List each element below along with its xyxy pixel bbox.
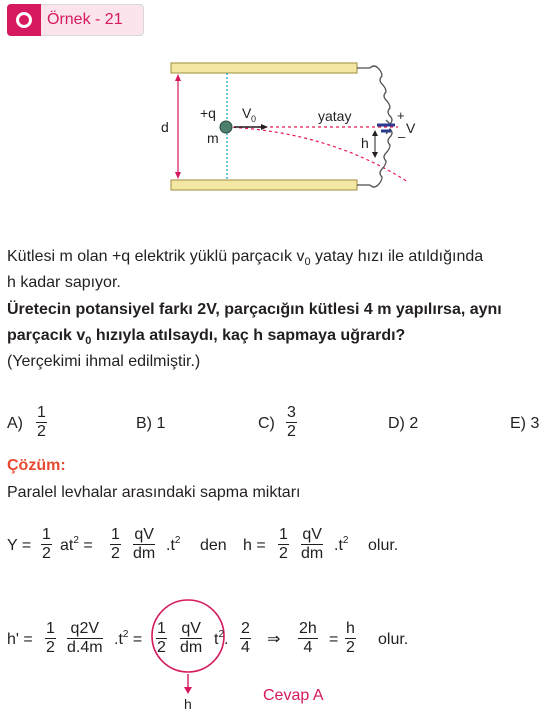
option-b: B) 1 [136, 415, 166, 432]
option-e: E) 3 [510, 415, 540, 432]
problem-line-1: Kütlesi m olan +q elektrik yüklü parçacık $v_0$ yatay hızı ile atıldığında [7, 248, 484, 268]
label-m: m [207, 130, 219, 146]
eq1-y: Y = [7, 537, 32, 554]
question-line-1: Üretecin potansiyel farkı 2V, parçacığın kütlesi 4 m yapılırsa, aynı [7, 301, 502, 318]
option-c-fraction: $\frac{3}{2}$ [287, 404, 296, 440]
eq2-arrow: ⇒ [267, 631, 281, 648]
eq1-half: $\frac{1}{2}$ [42, 526, 51, 562]
eq1-qv-dm-2: $\frac{qV}{dm}$ [301, 526, 324, 562]
eq2-olur: olur. [378, 631, 409, 648]
particle [220, 121, 232, 133]
eq2-q2v: $\frac{q2V}{d.4m}$ [67, 620, 103, 656]
label-plus: + [397, 108, 405, 123]
circle-down-arrow [180, 674, 196, 696]
eq2-two-fourths: $\frac{2}{4}$ [241, 620, 250, 656]
option-a-fraction: $\frac{1}{2}$ [37, 404, 46, 440]
eq2-t2: $.t^2$ = [114, 629, 143, 648]
problem-line-2: h kadar sapıyor. [7, 274, 121, 291]
eq2-equals: = [329, 631, 339, 648]
eq1-den: den [200, 537, 227, 554]
option-c-label: C) [258, 415, 275, 432]
eq1-qv-dm: $\frac{qV}{dm}$ [133, 526, 156, 562]
eq2-half-2: $\frac{1}{2}$ [157, 620, 166, 656]
eq1-at2: $at^2$ = [60, 535, 93, 554]
parallel-plates-diagram [0, 0, 555, 230]
lower-wire-coil [370, 129, 392, 187]
option-d: D) 2 [388, 415, 419, 432]
eq1-t2: $.t^2$ [166, 535, 181, 554]
eq1-t2-2: $.t^2$ [334, 535, 349, 554]
solution-title: Çözüm: [7, 457, 66, 474]
label-yatay: yatay [318, 108, 352, 124]
question-line-2: parçacık $v_0$ hızıyla atılsaydı, kaç h sapmaya uğrardı? [7, 327, 406, 347]
bottom-plate [171, 180, 357, 190]
eq2-h-2: $\frac{h}{2}$ [346, 620, 355, 656]
eq2-2h-4: $\frac{2h}{4}$ [299, 620, 317, 656]
option-a-label: A) [7, 415, 23, 432]
circle-h-label: h [184, 696, 192, 712]
eq2-qv-dm: $\frac{qV}{dm}$ [180, 620, 203, 656]
label-q: +q [200, 105, 216, 121]
answer: Cevap A [263, 687, 324, 704]
eq1-half-2: $\frac{1}{2}$ [111, 526, 120, 562]
eq1-olur: olur. [368, 537, 399, 554]
label-h: h [361, 135, 369, 151]
eq2-hprime: h' = [7, 631, 33, 648]
label-voltage: V [406, 120, 416, 136]
label-v0-sub: 0 [251, 114, 257, 124]
solution-intro: Paralel levhalar arasındaki sapma miktarı [7, 484, 301, 501]
top-plate [171, 63, 357, 73]
eq1-half-3: $\frac{1}{2}$ [279, 526, 288, 562]
eq2-half: $\frac{1}{2}$ [46, 620, 55, 656]
trajectory-curve [227, 127, 408, 182]
label-d: d [161, 119, 169, 135]
label-minus: – [398, 129, 406, 144]
label-v0: V [242, 105, 252, 121]
eq2-t2-2: $t^2$. [214, 629, 229, 648]
note: (Yerçekimi ihmal edilmiştir.) [7, 353, 201, 370]
example-title: Örnek - 21 [47, 11, 123, 28]
eq1-h: h = [243, 537, 266, 554]
upper-wire-coil [370, 66, 392, 124]
